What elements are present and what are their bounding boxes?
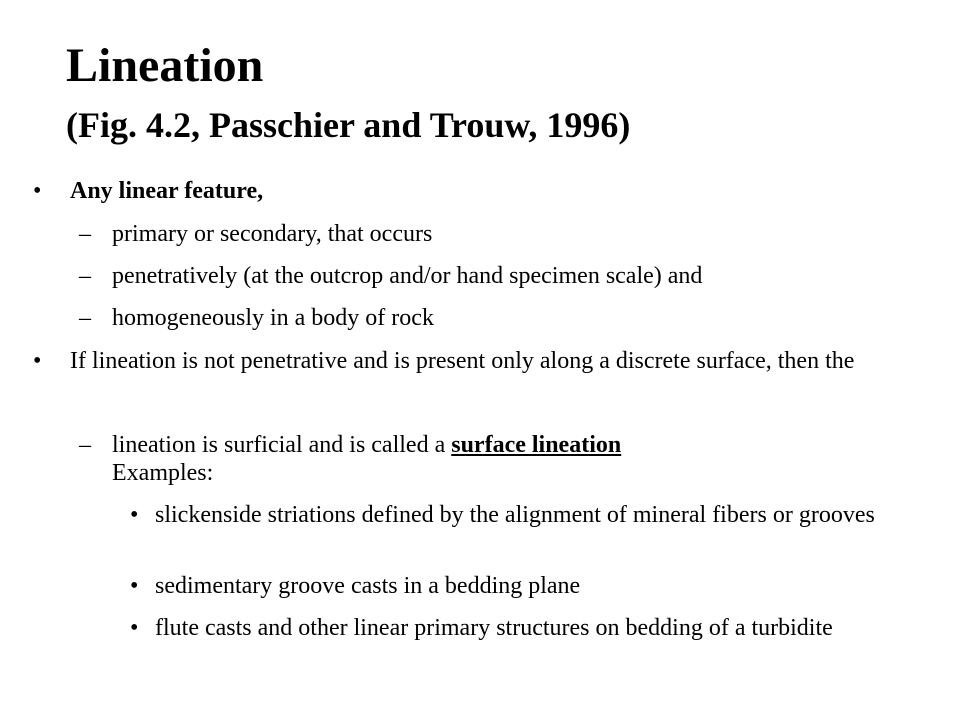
example-slickenside: slickenside striations defined by the alignment of mineral fibers or grooves	[155, 502, 875, 528]
bullet-marker: •	[33, 178, 42, 204]
bullet-marker: •	[130, 502, 139, 528]
bullet-marker: •	[33, 348, 42, 374]
bullet-not-penetrative: If lineation is not penetrative and is present only along a discrete surface, then the	[70, 348, 855, 374]
example-groove-casts: sedimentary groove casts in a bedding plane	[155, 573, 581, 599]
dash-marker: –	[79, 432, 91, 458]
slide-title: Lineation	[66, 39, 264, 92]
sub-bullet-homogeneously: homogeneously in a body of rock	[112, 305, 434, 331]
sub-bullet-penetratively: penetratively (at the outcrop and/or hand specimen scale) and	[112, 263, 703, 289]
example-flute-casts: flute casts and other linear primary structures on bedding of a turbidite	[155, 615, 833, 641]
bullet-any-linear-feature: Any linear feature,	[70, 178, 264, 204]
sub-bullet-surficial	[112, 431, 912, 487]
dash-marker: –	[79, 305, 91, 331]
surficial-text: lineation is surficial and is called a	[112, 432, 452, 458]
dash-marker: –	[79, 263, 91, 289]
slide-subtitle: (Fig. 4.2, Passchier and Trouw, 1996)	[66, 105, 631, 145]
bullet-marker: •	[130, 573, 139, 599]
bullet-marker: •	[130, 615, 139, 641]
examples-label: Examples:	[112, 460, 214, 486]
dash-marker: –	[79, 221, 91, 247]
surface-lineation-term: surface lineation	[451, 432, 622, 458]
sub-bullet-primary-or-secondary: primary or secondary, that occurs	[112, 221, 433, 247]
